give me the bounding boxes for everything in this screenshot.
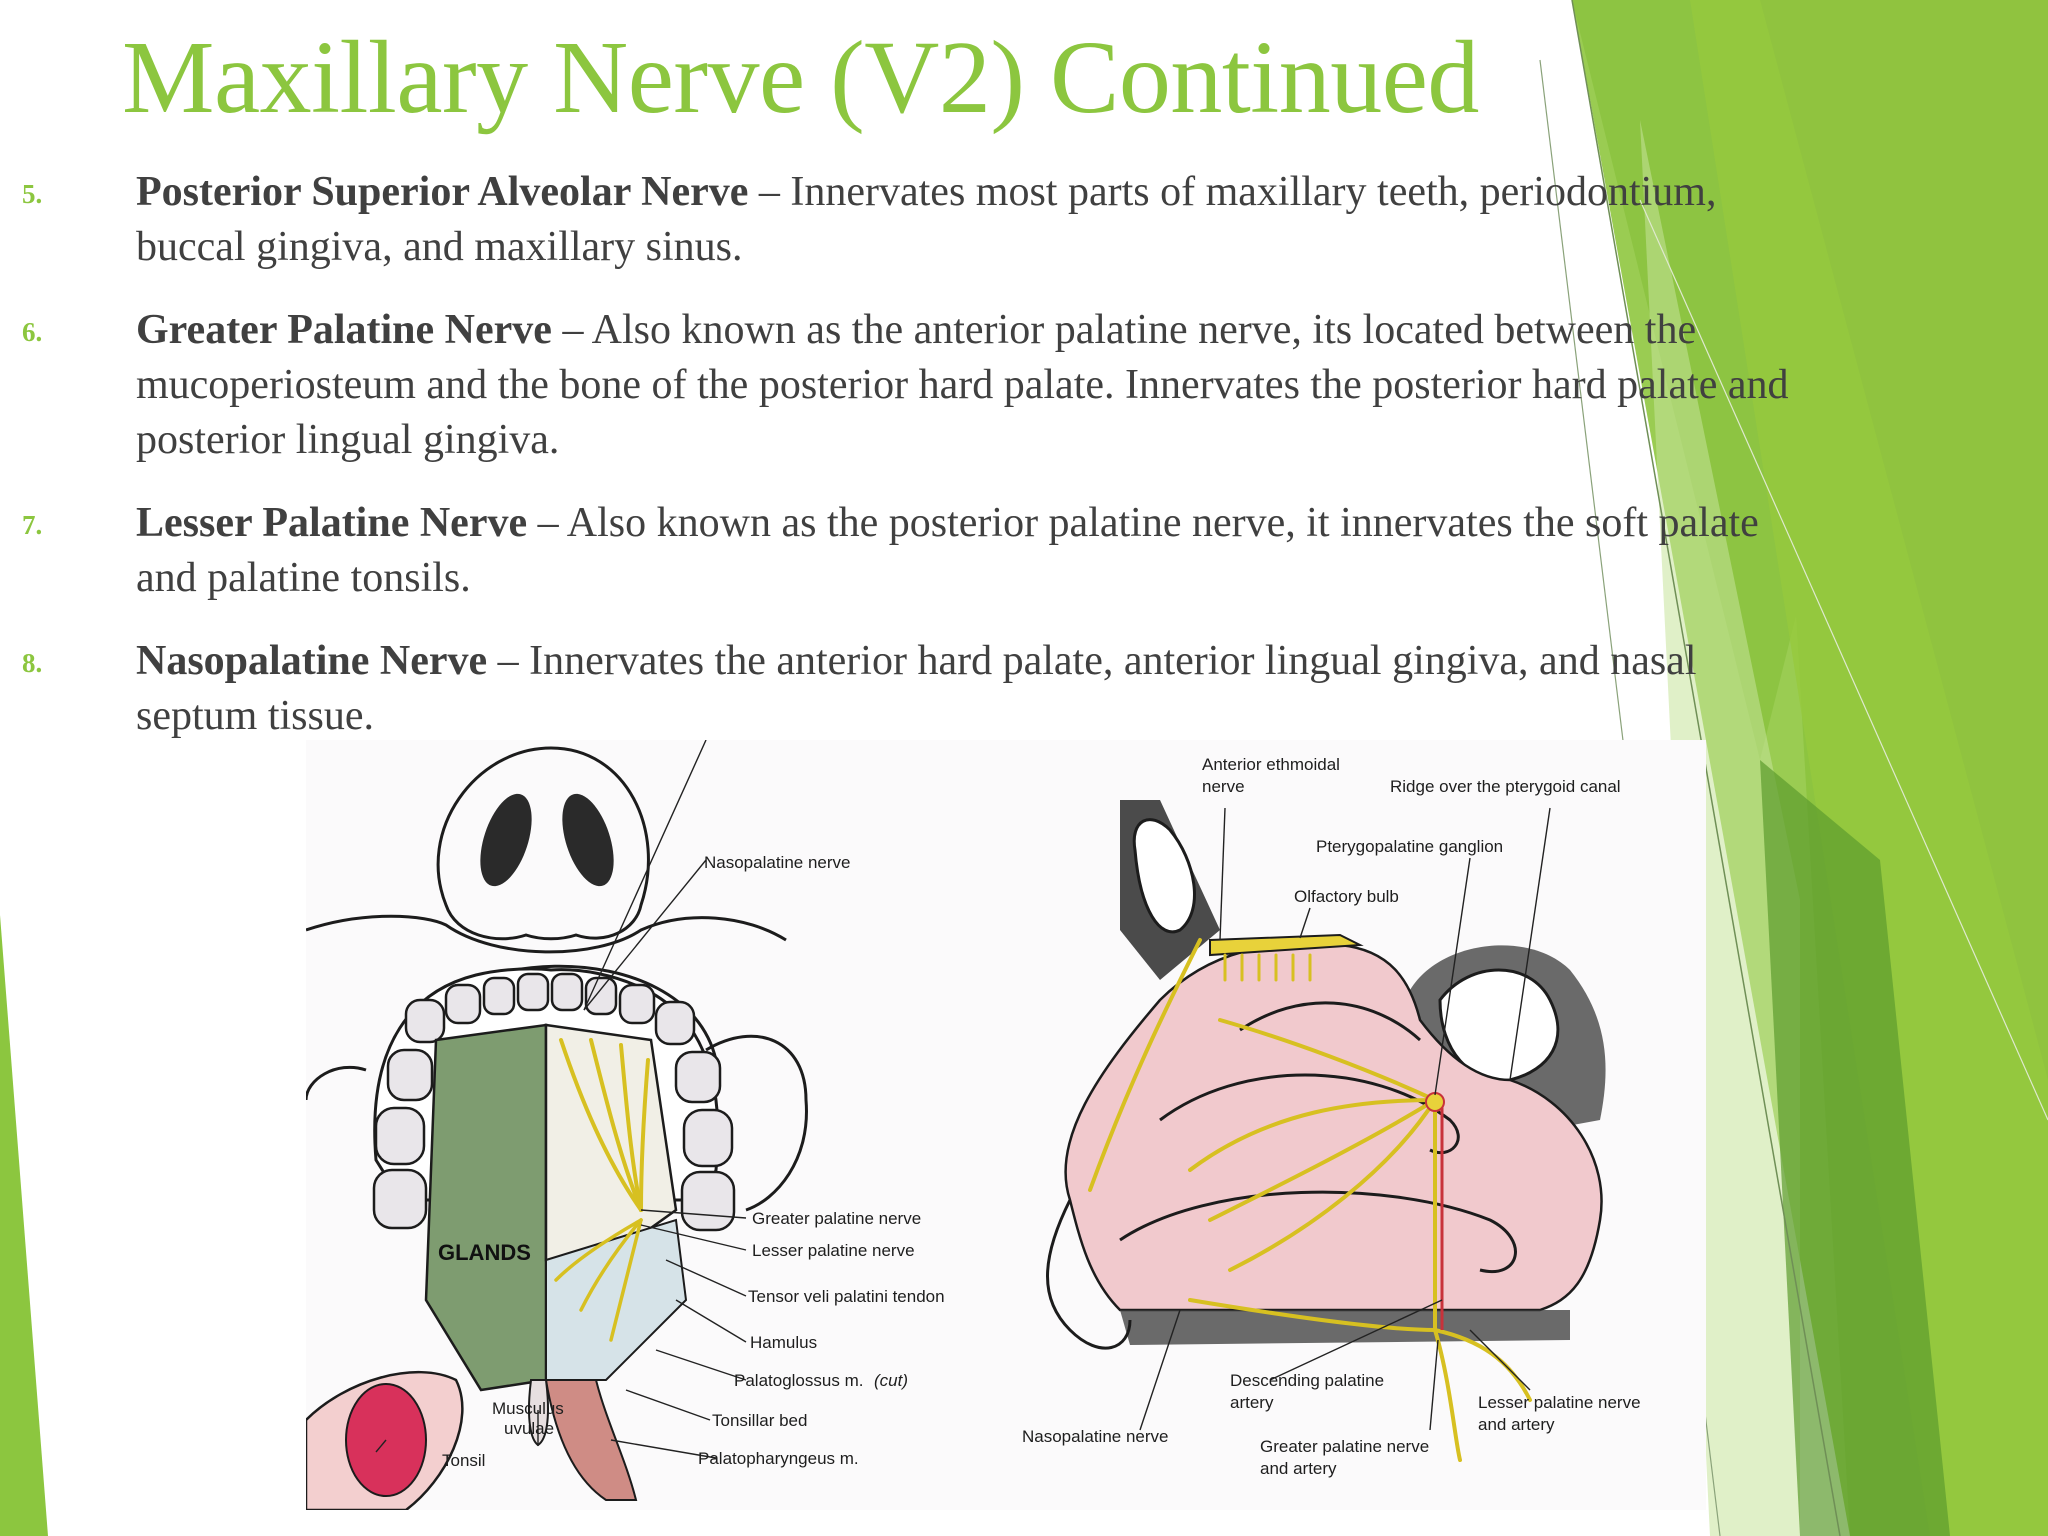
item-number: 5. bbox=[22, 179, 43, 209]
slide-title: Maxillary Nerve (V2) Continued bbox=[122, 20, 1479, 135]
glandular-palate bbox=[426, 1025, 546, 1390]
cheek-left bbox=[306, 1067, 366, 1100]
item-number: 8. bbox=[22, 648, 43, 678]
label-palatopharyngeus: Palatopharyngeus m. bbox=[698, 1449, 859, 1468]
pterygopalatine-ganglion bbox=[1426, 1093, 1444, 1111]
label-tensor-veli-palatini: Tensor veli palatini tendon bbox=[748, 1287, 945, 1306]
palate-illustration bbox=[306, 740, 1018, 1510]
label-greater-palatine-nerve: Greater palatine nerve bbox=[752, 1209, 922, 1228]
label-palatoglossus: Palatoglossus m. bbox=[734, 1371, 864, 1390]
item-description: – Also known as the anterior palatine nerve, its located between the mucoperiosteum and the bone of the posterior hard palate. Innervates the posterior hard palate and posterior lingual gingiva. bbox=[136, 307, 1789, 463]
label-anterior-ethmoidal-1: Anterior ethmoidal bbox=[1202, 755, 1340, 774]
label-pterygopalatine-ganglion: Pterygopalatine ganglion bbox=[1316, 837, 1504, 856]
label-ridge-pterygoid: Ridge over the pterygoid canal bbox=[1390, 777, 1621, 796]
label-descending-palatine-1: Descending palatine bbox=[1230, 1371, 1385, 1390]
label-lesser-palatine-nerve: Lesser palatine nerve bbox=[752, 1241, 915, 1260]
palatopharyngeus-muscle bbox=[546, 1380, 636, 1500]
label-tonsillar-bed: Tonsillar bed bbox=[712, 1411, 808, 1430]
right-nostril bbox=[552, 788, 624, 893]
item-description: – Innervates the anterior hard palate, anterior lingual gingiva, and nasal septum tissue. bbox=[136, 638, 1697, 739]
label-palatoglossus-note: (cut) bbox=[874, 1371, 908, 1390]
item-term: Posterior Superior Alveolar Nerve bbox=[136, 169, 749, 215]
leader-hamulus bbox=[676, 1300, 746, 1342]
nasal-wall-illustration bbox=[1010, 740, 1706, 1510]
item-number: 6. bbox=[22, 317, 43, 347]
leader-olfactory bbox=[1300, 908, 1310, 938]
item-term: Lesser Palatine Nerve bbox=[136, 500, 528, 546]
item-text bbox=[136, 303, 1816, 468]
label-hamulus: Hamulus bbox=[750, 1333, 818, 1352]
label-anterior-ethmoidal-2: nerve bbox=[1202, 777, 1245, 796]
label-nasopalatine-nerve: Nasopalatine nerve bbox=[1022, 1427, 1169, 1446]
label-greater-palatine-2: and artery bbox=[1260, 1459, 1337, 1478]
item-term: Nasopalatine Nerve bbox=[136, 638, 488, 684]
label-musculus-line1: Musculus bbox=[492, 1399, 564, 1418]
label-lesser-palatine-1: Lesser palatine nerve bbox=[1478, 1393, 1641, 1412]
label-olfactory-bulb: Olfactory bulb bbox=[1294, 887, 1399, 906]
label-tonsil: Tonsil bbox=[442, 1451, 486, 1470]
label-musculus-line2: uvulae bbox=[504, 1419, 555, 1438]
item-description: – Also known as the posterior palatine nerve, it innervates the soft palate and palatine tonsils. bbox=[136, 500, 1759, 601]
label-lesser-palatine-2: and artery bbox=[1478, 1415, 1555, 1434]
item-term: Greater Palatine Nerve bbox=[136, 307, 552, 353]
item-text bbox=[136, 165, 1816, 275]
item-number: 7. bbox=[22, 510, 43, 540]
upper-lip bbox=[306, 916, 786, 952]
left-nostril bbox=[470, 788, 542, 893]
leader-greater-palatine bbox=[1430, 1340, 1438, 1430]
leader-tonsillar-bed bbox=[626, 1390, 710, 1420]
label-descending-palatine-2: artery bbox=[1230, 1393, 1274, 1412]
label-greater-palatine-1: Greater palatine nerve bbox=[1260, 1437, 1430, 1456]
item-text bbox=[136, 496, 1816, 606]
label-nasopalatine-nerve: Nasopalatine nerve bbox=[704, 853, 851, 872]
nose-outline bbox=[438, 748, 648, 939]
item-text bbox=[136, 634, 1816, 744]
label-glands: GLANDS bbox=[438, 1240, 531, 1265]
leader-ant-ethmoidal bbox=[1220, 808, 1225, 940]
item-description: – Innervates most parts of maxillary teeth, periodontium, buccal gingiva, and maxillary sinus. bbox=[136, 169, 1717, 270]
left-green-wedge bbox=[0, 915, 48, 1536]
leader-palatoglossus bbox=[656, 1350, 746, 1380]
hard-palate-bone bbox=[1120, 1310, 1570, 1345]
